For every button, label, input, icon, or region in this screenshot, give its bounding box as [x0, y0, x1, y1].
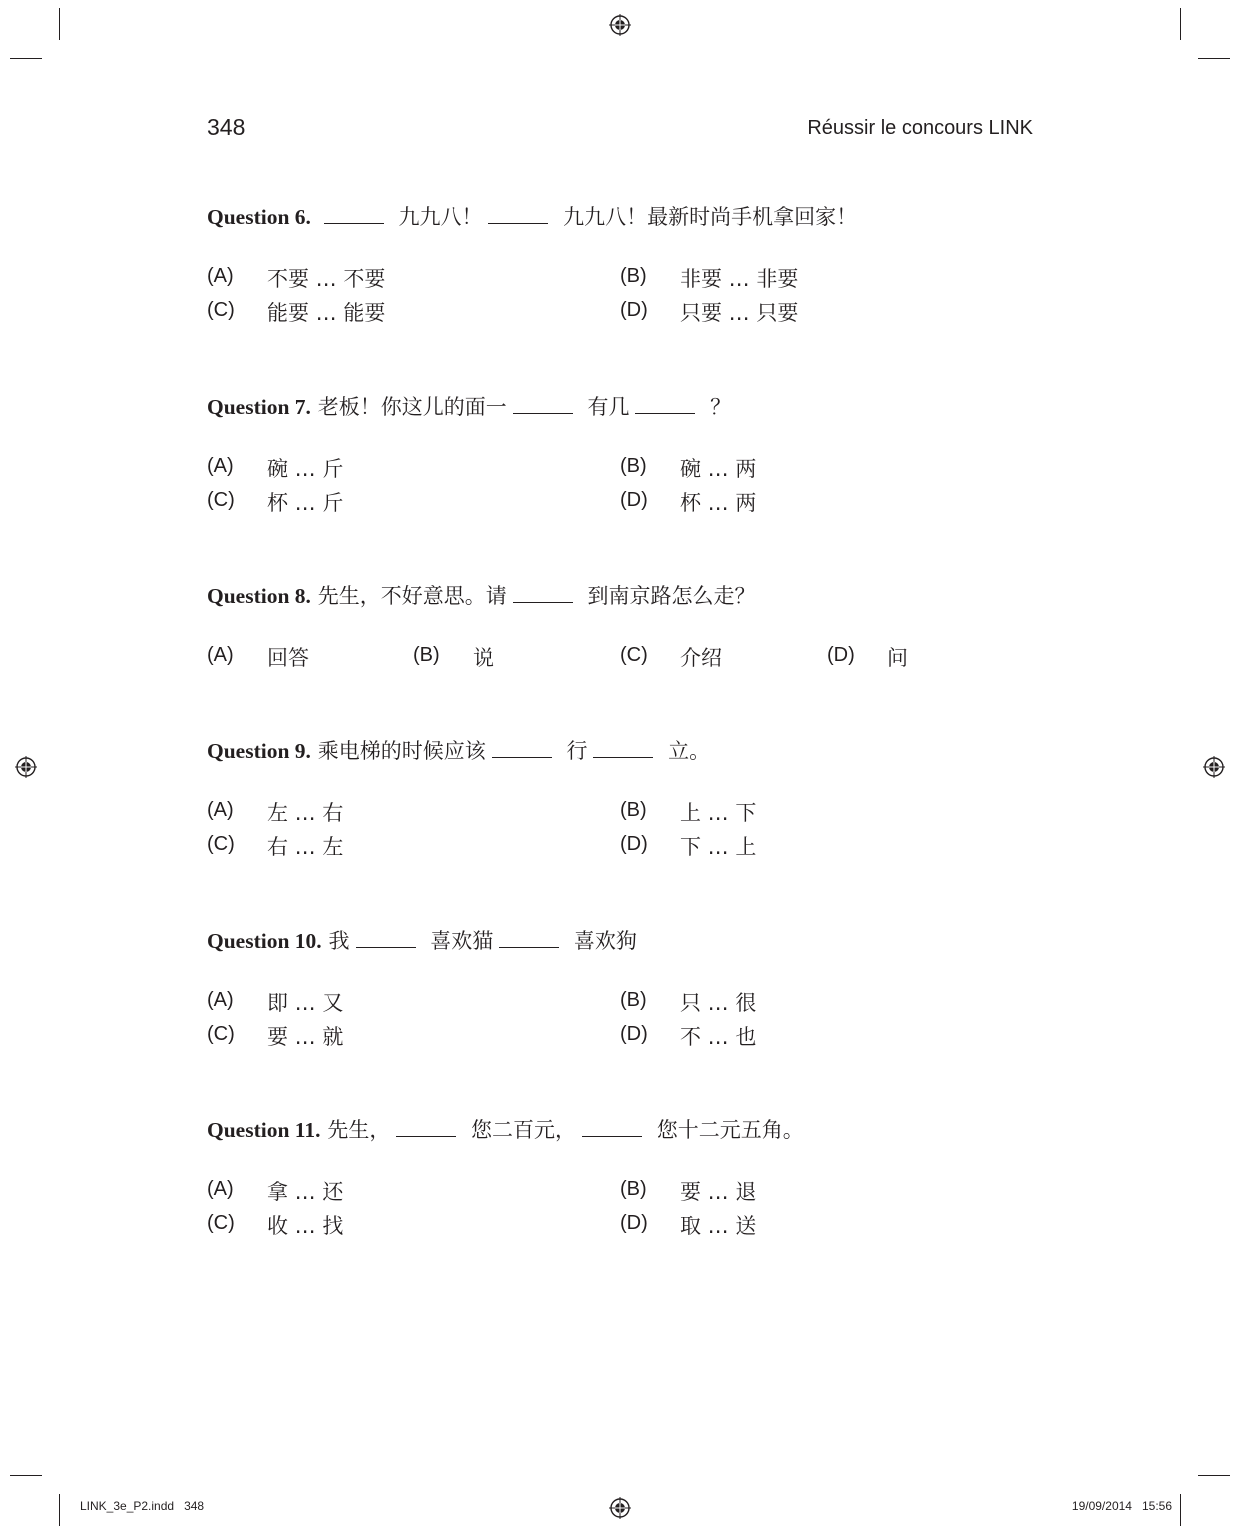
answer-blank	[492, 739, 552, 758]
question-prompt: Question 11. 先生， 您二百元， 您十二元五角。	[207, 1118, 804, 1142]
registration-mark-bottom-icon	[609, 1497, 631, 1519]
question-9: Question 9. 乘电梯的时候应该 行 立。 (A) 左 … 右 (B) 上 … 下 (C) 右 … 左 (D) 下 … 上	[207, 736, 1047, 799]
answer-blank	[499, 929, 559, 948]
answer-blank	[593, 739, 653, 758]
answer-blank	[513, 395, 573, 414]
running-head: Réussir le concours LINK	[807, 117, 1033, 139]
question-label: Question 7.	[207, 395, 311, 419]
answer-blank	[582, 1118, 642, 1137]
answer-blank	[513, 584, 573, 603]
registration-mark-top-icon	[609, 14, 631, 36]
question-10: Question 10. 我 喜欢猫 喜欢狗 (A) 即 … 又 (B) 只 … 很 (C) 要 … 就 (D) 不 … 也	[207, 926, 1047, 989]
crop-mark-top-left-horizontal	[10, 58, 42, 59]
question-prompt: Question 9. 乘电梯的时候应该 行 立。	[207, 739, 711, 763]
crop-mark-bottom-right-horizontal	[1198, 1475, 1230, 1476]
crop-mark-top-left-vertical	[59, 8, 60, 40]
question-11: Question 11. 先生， 您二百元， 您十二元五角。 (A) 拿 … 还 (B) 要 … 退 (C) 收 … 找 (D) 取 … 送	[207, 1115, 1047, 1178]
answer-blank	[488, 205, 548, 224]
answer-blank	[356, 929, 416, 948]
question-prompt: Question 8. 先生，不好意思。请 到南京路怎么走？	[207, 584, 756, 608]
question-6: Question 6. 九九八！ 九九八！最新时尚手机拿回家！ (A) 不要 … 不要 (B) 非要 … 非要 (C) 能要 … 能要 (D) 只要 … 只要	[207, 202, 1047, 265]
crop-mark-top-right-horizontal	[1198, 58, 1230, 59]
question-8: Question 8. 先生，不好意思。请 到南京路怎么走？ (A) 回答 (B) 说 (C) 介绍 (D) 问	[207, 581, 1047, 644]
question-label: Question 9.	[207, 739, 311, 763]
question-label: Question 10.	[207, 929, 322, 953]
question-7: Question 7. 老板！你这儿的面一 有几 ？ (A) 碗 … 斤 (B) 碗 … 两 (C) 杯 … 斤 (D) 杯 … 两	[207, 392, 1047, 455]
question-prompt: Question 6. 九九八！ 九九八！最新时尚手机拿回家！	[207, 205, 858, 229]
crop-mark-bottom-left-vertical	[59, 1494, 60, 1526]
slug-file-name: LINK_3e_P2.indd 348	[80, 1499, 205, 1513]
question-prompt: Question 10. 我 喜欢猫 喜欢狗	[207, 929, 637, 953]
question-label: Question 8.	[207, 584, 311, 608]
answer-blank	[324, 205, 384, 224]
registration-mark-right-icon	[1203, 756, 1225, 778]
question-label: Question 11.	[207, 1118, 321, 1142]
registration-mark-left-icon	[15, 756, 37, 778]
crop-mark-bottom-right-vertical	[1180, 1494, 1181, 1526]
answer-blank	[635, 395, 695, 414]
slug-date: 19/09/2014 15:56	[1071, 1499, 1172, 1513]
crop-mark-bottom-left-horizontal	[10, 1475, 42, 1476]
page-number: 348	[207, 114, 246, 140]
question-label: Question 6.	[207, 205, 311, 229]
question-prompt: Question 7. 老板！你这儿的面一 有几 ？	[207, 395, 732, 419]
answer-blank	[396, 1118, 456, 1137]
crop-mark-top-right-vertical	[1180, 8, 1181, 40]
